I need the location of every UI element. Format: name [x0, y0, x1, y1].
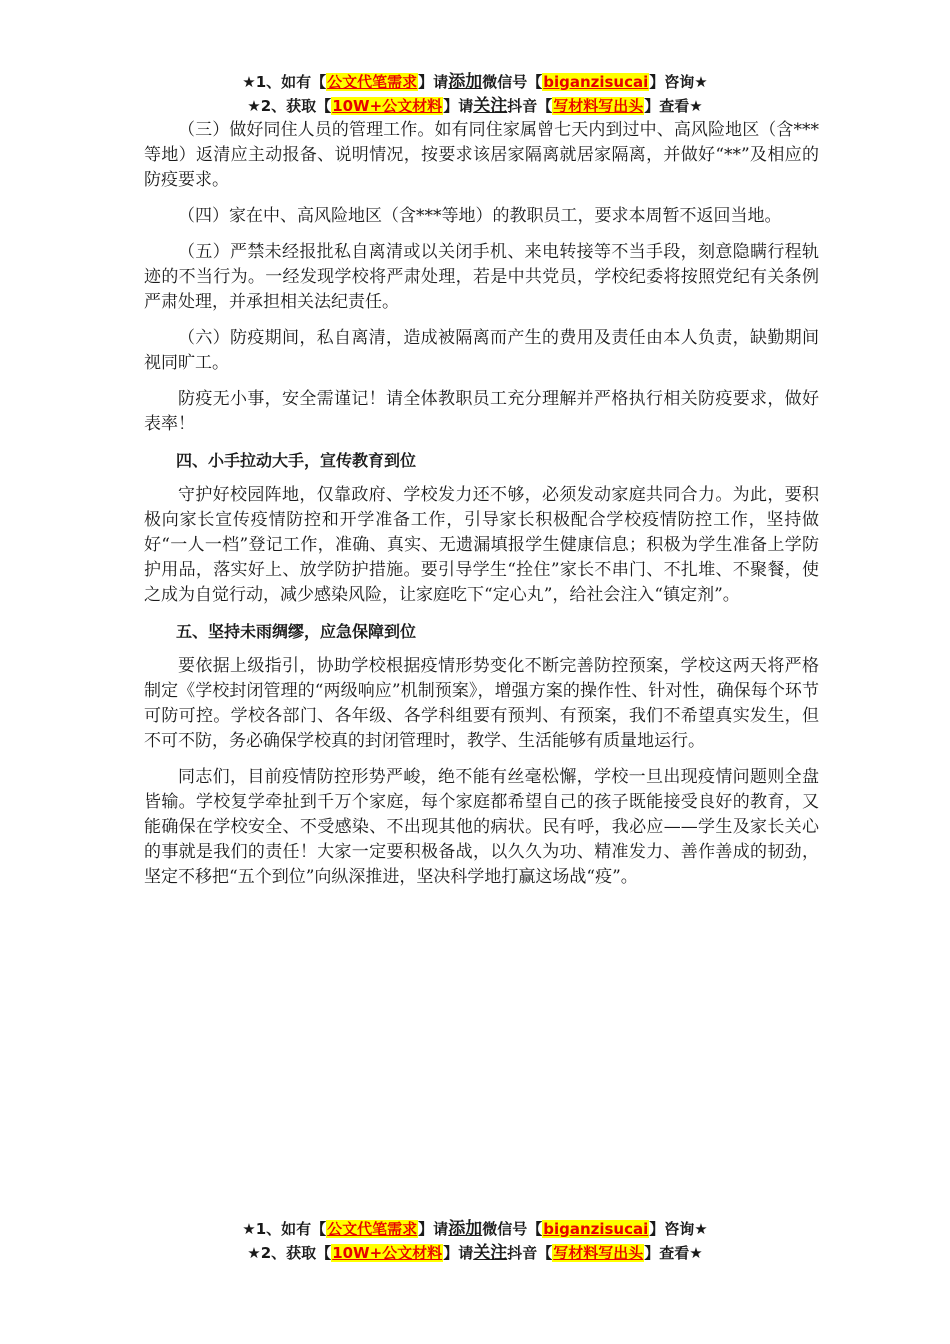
banner-text: 】咨询★	[649, 73, 708, 91]
banner-emphasis: 关注	[473, 1243, 508, 1263]
banner-line-2	[0, 1241, 950, 1265]
banner-text: 】查看★	[644, 1244, 703, 1262]
paragraph: （三）做好同住人员的管理工作。如有同住家属曾七天内到过中、高风险地区（含***等地）返清应主动报备、说明情况，按要求该居家隔离就居家隔离，并做好“**”及相应的防疫要求。	[144, 120, 819, 190]
section-heading: 四、小手拉动大手，宣传教育到位	[176, 451, 417, 470]
section-heading: 五、坚持未雨绸缪，应急保障到位	[176, 622, 417, 641]
banner-text: 】请	[443, 1244, 474, 1262]
banner-text: 微信号【	[482, 73, 543, 91]
highlight-wechat-id: biganzisucai	[543, 73, 649, 91]
banner-emphasis: 添加	[448, 1219, 483, 1239]
highlight-service: 公文代笔需求	[327, 1220, 418, 1238]
paragraph: 同志们，目前疫情防控形势严峻，绝不能有丝毫松懈，学校一旦出现疫情问题则全盘皆输。学校复学牵扯到千万个家庭，每个家庭都希望自己的孩子既能接受良好的教育，又能确保在学校安全、不受感染、不出现其他的病状。民有呼，我必应——学生及家长关心的事就是我们的责任！大家一定要积极备战，以久久为功、精准发力、善作善成的韧劲，坚定不移把“五个到位”向纵深推进，坚决科学地打赢这场战“疫”。	[144, 767, 819, 887]
banner-text: 】请	[418, 1220, 449, 1238]
banner-text: ★2、获取【	[247, 1244, 332, 1262]
footer-banner	[0, 1217, 950, 1265]
banner-text: ★1、如有【	[242, 73, 327, 91]
highlight-materials: 10W+公文材料	[332, 97, 443, 115]
banner-text: 】咨询★	[649, 1220, 708, 1238]
paragraph: 要依据上级指引，协助学校根据疫情形势变化不断完善防控预案，学校这两天将严格制定《学校封闭管理的“两级响应”机制预案》，增强方案的操作性、针对性，确保每个环节可防可控。学校各部门、各年级、各学科组要有预判、有预案，我们不希望真实发生，但不可不防，务必确保学校真的封闭管理时，教学、生活能够有质量地运行。	[144, 656, 819, 751]
banner-line-1	[0, 70, 950, 94]
banner-text: 抖音【	[507, 97, 553, 115]
banner-text: 微信号【	[482, 1220, 543, 1238]
banner-text: ★1、如有【	[242, 1220, 327, 1238]
highlight-douyin-account: 写材料写出头	[553, 1244, 644, 1262]
paragraph: 防疫无小事，安全需谨记！请全体教职员工充分理解并严格执行相关防疫要求，做好表率！	[144, 389, 819, 434]
banner-emphasis: 关注	[473, 96, 508, 116]
paragraph: （六）防疫期间，私自离清，造成被隔离而产生的费用及责任由本人负责，缺勤期间视同旷工。	[144, 328, 819, 373]
banner-text: ★2、获取【	[247, 97, 332, 115]
document-body	[144, 118, 819, 901]
paragraph: 守护好校园阵地，仅靠政府、学校发力还不够，必须发动家庭共同合力。为此，要积极向家长宣传疫情防控和开学准备工作，引导家长积极配合学校疫情防控工作，坚持做好“一人一档”登记工作，准确、真实、无遗漏填报学生健康信息；积极为学生准备上学防护用品，落实好上、放学防护措施。要引导学生“拴住”家长不串门、不扎堆、不聚餐，使之成为自觉行动，减少感染风险，让家庭吃下“定心丸”，给社会注入“镇定剂”。	[144, 485, 819, 605]
header-banner	[0, 70, 950, 118]
highlight-service: 公文代笔需求	[327, 73, 418, 91]
highlight-wechat-id: biganzisucai	[543, 1220, 649, 1238]
highlight-materials: 10W+公文材料	[332, 1244, 443, 1262]
banner-line-2	[0, 94, 950, 118]
banner-emphasis: 添加	[448, 72, 483, 92]
banner-text: 】请	[443, 97, 474, 115]
banner-text: 抖音【	[507, 1244, 553, 1262]
paragraph: （五）严禁未经报批私自离清或以关闭手机、来电转接等不当手段，刻意隐瞒行程轨迹的不当行为。一经发现学校将严肃处理，若是中共党员，学校纪委将按照党纪有关条例严肃处理，并承担相关法纪责任。	[144, 242, 819, 312]
banner-text: 】查看★	[644, 97, 703, 115]
banner-text: 】请	[418, 73, 449, 91]
paragraph: （四）家在中、高风险地区（含***等地）的教职员工，要求本周暂不返回当地。	[178, 206, 782, 226]
banner-line-1	[0, 1217, 950, 1241]
highlight-douyin-account: 写材料写出头	[553, 97, 644, 115]
